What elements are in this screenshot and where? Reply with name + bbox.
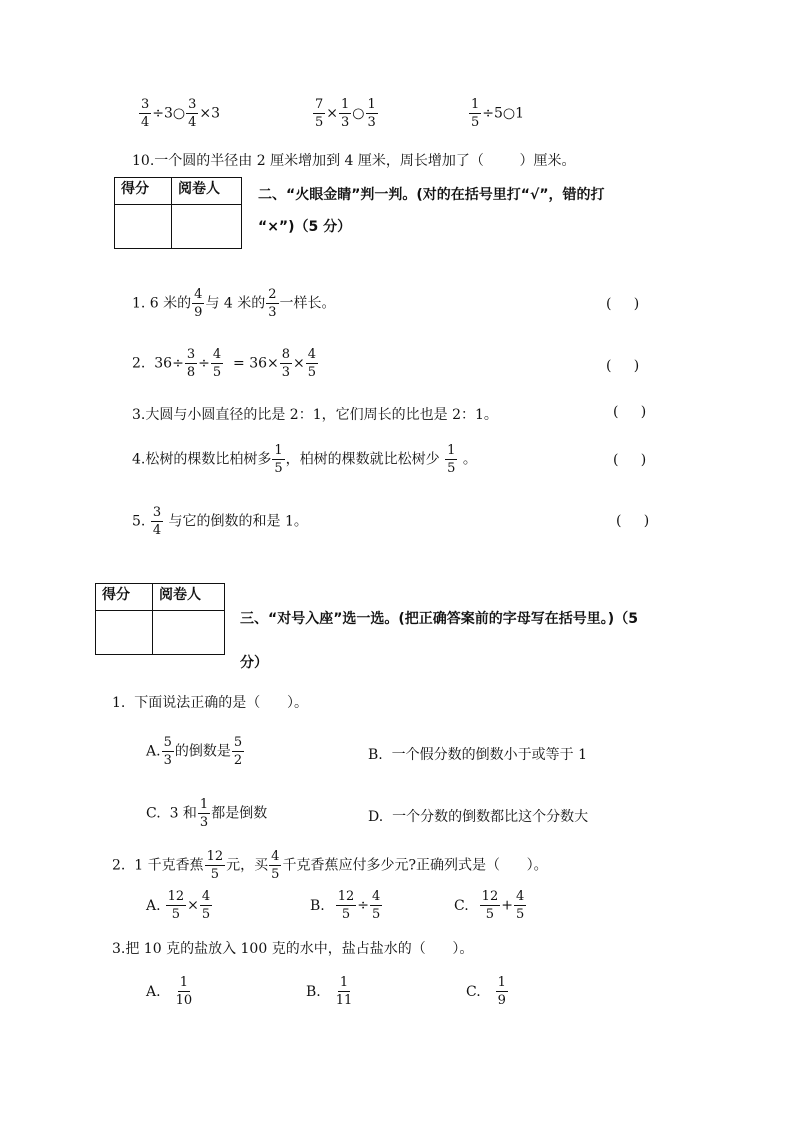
fraction: $\frac{3}{8}$ <box>186 347 196 380</box>
score-header: 得分 <box>96 584 153 611</box>
judge-paren-1[interactable]: ( ) <box>606 296 640 312</box>
option-1D: D. 一个分数的倒数都比这个分数大 <box>368 809 589 825</box>
fraction: $\frac{12}{5}$ <box>206 849 224 882</box>
score-header: 得分 <box>115 178 172 205</box>
judge-item-1: 1. 6 米的 $\frac{4}{9}$ 与 4 米的 $\frac{2}{3}$ 一样长。 <box>132 287 336 320</box>
section3-title: 三、“对号入座”选一选。(把正确答案前的字母写在括号里。)（5 <box>240 611 638 627</box>
question-10: 10.一个圆的半径由 2 厘米增加到 4 厘米，周长增加了（ ）厘米。 <box>132 153 576 169</box>
fraction: $\frac{12}{5}$ <box>167 889 185 922</box>
grader-cell[interactable] <box>172 205 242 249</box>
fraction: $\frac{4}{5}$ <box>307 347 317 380</box>
judge-paren-5[interactable]: ( ) <box>616 513 650 529</box>
choice-question-1: 1. 下面说法正确的是（ ）。 <box>112 695 308 711</box>
compare-circle[interactable]: ○ <box>352 105 365 122</box>
fraction: $\frac{1}{3}$ <box>367 97 376 130</box>
section2-title: 二、“火眼金睛”判一判。(对的在括号里打“√”，错的打 <box>258 187 605 203</box>
grader-header: 阅卷人 <box>172 178 242 205</box>
option-1C: C. 3 和 $\frac{1}{3}$ 都是倒数 <box>146 797 268 830</box>
judge-paren-2[interactable]: ( ) <box>606 358 640 374</box>
judge-item-5: 5. $\frac{3}{4}$ 与它的倒数的和是 1。 <box>132 505 308 538</box>
score-cell[interactable] <box>96 611 153 655</box>
fraction: $\frac{1}{9}$ <box>497 975 506 1008</box>
judge-paren-3[interactable]: ( ) <box>613 404 647 420</box>
fraction: $\frac{1}{3}$ <box>341 97 350 130</box>
judge-item-2: 2. 36÷ $\frac{3}{8}$ ÷ $\frac{4}{5}$ = 36× $\frac{8}{3}$ × $\frac{4}{5}$ <box>132 347 317 380</box>
option-3C: C. $\frac{1}{9}$ <box>466 975 506 1008</box>
fraction: $\frac{4}{9}$ <box>194 287 203 320</box>
grader-header: 阅卷人 <box>153 584 225 611</box>
fraction: $\frac{12}{5}$ <box>481 889 499 922</box>
fraction: $\frac{1}{3}$ <box>199 797 209 830</box>
compare-circle[interactable]: ○ <box>502 105 516 122</box>
compare-item-1: $\frac{3}{4}$ ÷3○ $\frac{3}{4}$ ×3 <box>141 97 221 130</box>
answer-blank[interactable] <box>484 153 520 169</box>
compare-item-3: $\frac{1}{5}$ ÷5○1 <box>471 97 525 130</box>
fraction: $\frac{1}{11}$ <box>335 975 353 1008</box>
judge-paren-4[interactable]: ( ) <box>613 452 647 468</box>
choice-question-2: 2. 1 千克香蕉 $\frac{12}{5}$ 元，买 $\frac{4}{5}$ 千克香蕉应付多少元?正确列式是（ ）。 <box>112 849 548 882</box>
fraction: $\frac{4}{5}$ <box>372 889 381 922</box>
fraction: $\frac{4}{5}$ <box>515 889 525 922</box>
section3-title-line2: 分） <box>240 655 268 671</box>
grader-cell[interactable] <box>153 611 225 655</box>
option-1A: A. $\frac{5}{3}$ 的倒数是 $\frac{5}{2}$ <box>146 735 243 768</box>
score-table <box>95 583 225 655</box>
option-2C: C. $\frac{12}{5}$ + $\frac{4}{5}$ <box>454 889 525 922</box>
judge-item-3: 3.大圆与小圆直径的比是 2：1，它们周长的比也是 2：1。 <box>132 407 498 423</box>
fraction: $\frac{3}{4}$ <box>152 505 162 538</box>
fraction: $\frac{1}{5}$ <box>471 97 480 130</box>
judge-item-4: 4.松树的棵数比柏树多 $\frac{1}{5}$ ，柏树的棵数就比松树少 $\frac{1}{5}$ 。 <box>132 443 477 476</box>
fraction: $\frac{4}{5}$ <box>201 889 211 922</box>
fraction: $\frac{3}{4}$ <box>188 97 197 130</box>
fraction: $\frac{2}{3}$ <box>268 287 277 320</box>
fraction: $\frac{8}{3}$ <box>281 347 291 380</box>
fraction: $\frac{12}{5}$ <box>337 889 355 922</box>
fraction: $\frac{4}{5}$ <box>271 849 280 882</box>
fraction: $\frac{4}{5}$ <box>212 347 222 380</box>
option-3B: B. $\frac{1}{11}$ <box>306 975 353 1008</box>
choice-question-3: 3.把 10 克的盐放入 100 克的水中，盐占盐水的（ ）。 <box>112 941 474 957</box>
fraction: $\frac{1}{5}$ <box>274 443 283 476</box>
fraction: $\frac{1}{10}$ <box>175 975 193 1008</box>
option-1B: B. 一个假分数的倒数小于或等于 1 <box>368 747 587 763</box>
compare-circle[interactable]: ○ <box>172 105 186 122</box>
option-3A: A. $\frac{1}{10}$ <box>146 975 193 1008</box>
score-cell[interactable] <box>115 205 172 249</box>
compare-item-2: $\frac{7}{5}$ × $\frac{1}{3}$ ○ $\frac{1}{3}$ <box>315 97 376 130</box>
section2-title-line2: “×”)（5 分） <box>258 219 352 235</box>
fraction: $\frac{1}{5}$ <box>447 443 456 476</box>
option-2B: B. $\frac{12}{5}$ ÷ $\frac{4}{5}$ <box>310 889 381 922</box>
fraction: $\frac{5}{3}$ <box>163 735 172 768</box>
score-table <box>114 177 242 249</box>
fraction: $\frac{5}{2}$ <box>233 735 243 768</box>
fraction: $\frac{3}{4}$ <box>141 97 150 130</box>
fraction: $\frac{7}{5}$ <box>315 97 324 130</box>
option-2A: A. $\frac{12}{5}$ × $\frac{4}{5}$ <box>146 889 211 922</box>
